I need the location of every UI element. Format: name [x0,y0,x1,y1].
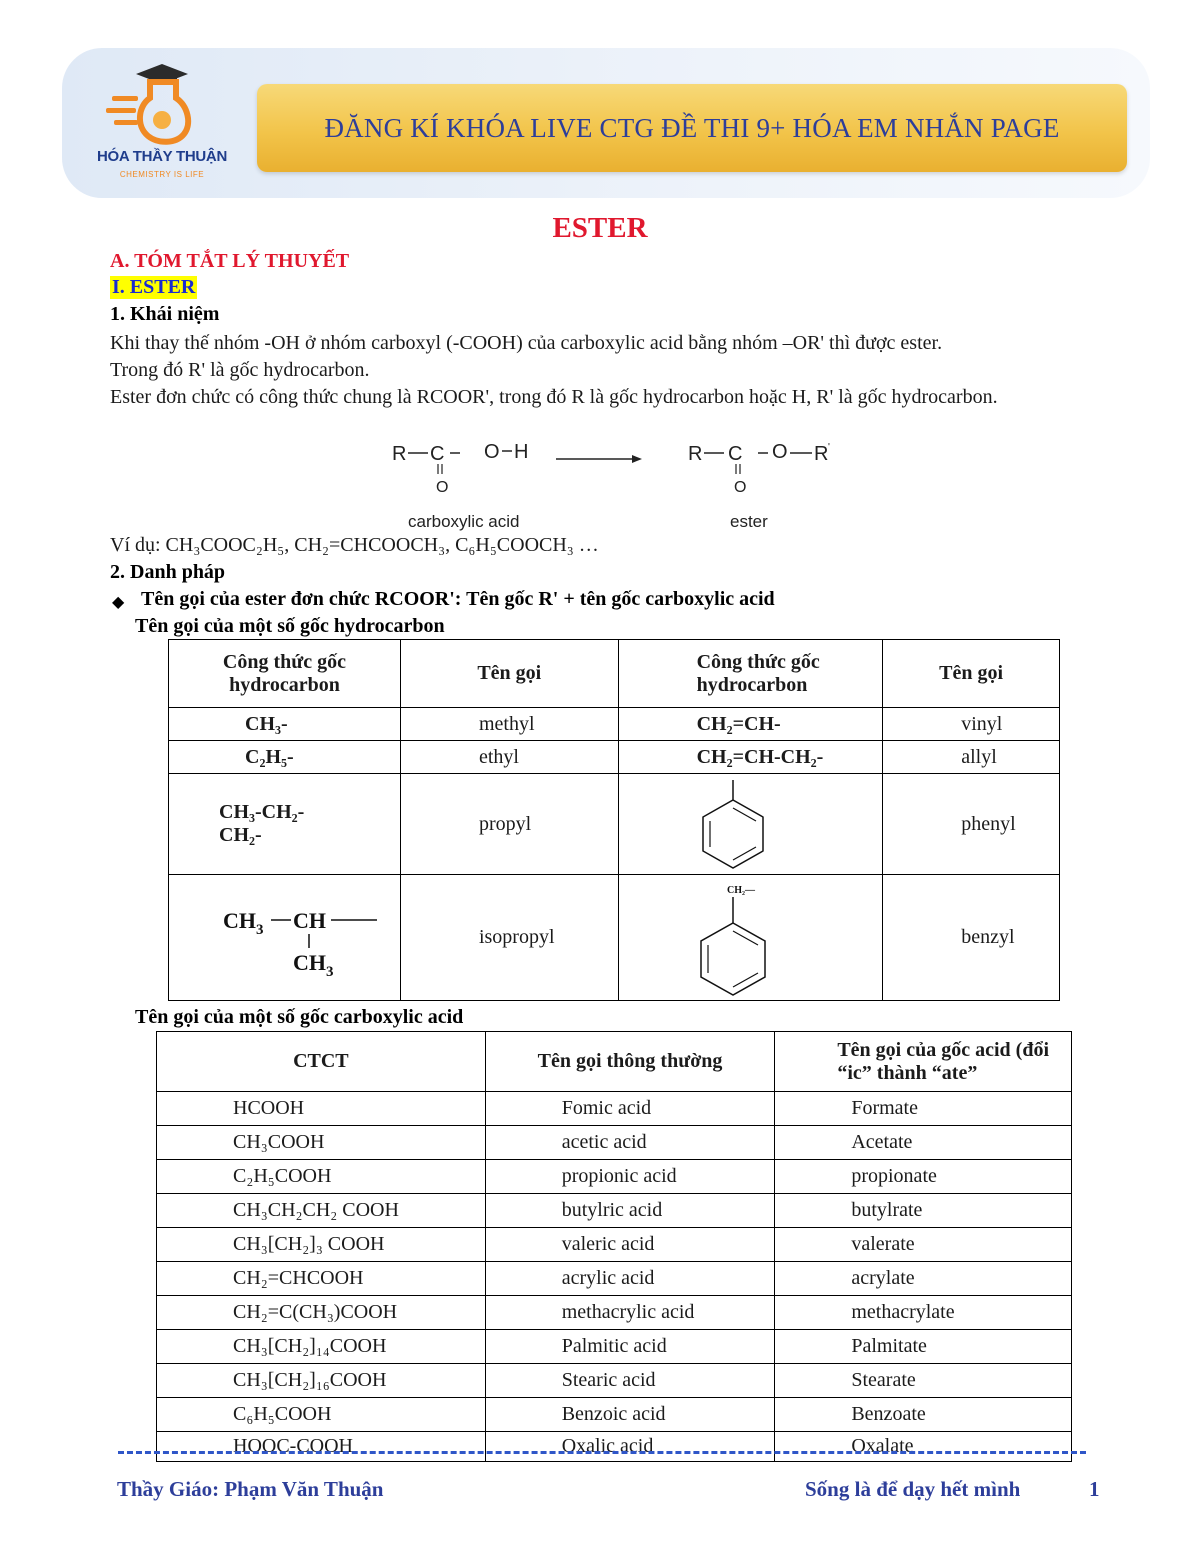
table-cell: C₆H₅COOH [157,1398,486,1432]
table-cell: CH₃[CH₂]₁₄COOH [157,1330,486,1364]
table-cell: acetic acid [485,1126,775,1160]
benzyl-ch2-label: CH₂— [726,884,755,896]
banner-cta-text: ĐĂNG KÍ KHÓA LIVE CTG ĐỀ THI 9+ HÓA EM NHẮN PAGE [324,112,1060,143]
table-row [157,1364,1072,1398]
logo [92,56,232,188]
svg-text:R: R [814,443,829,465]
footer-divider [118,1451,1086,1454]
table-cell [169,875,401,1001]
table-cell: butylric acid [485,1194,775,1228]
table-row [157,1194,1072,1228]
khai-niem-p2: Trong đó R' là gốc hydrocarbon. [110,359,370,381]
svg-text:': ' [828,442,830,453]
table-cell: acrylic acid [485,1262,775,1296]
table-header: Tên gọi thông thường [485,1032,775,1092]
svg-text:R: R [688,443,703,465]
table-cell: isopropyl [400,875,618,1001]
table-cell: CH₃-CH₂-CH₂- [169,774,401,875]
svg-text:O: O [734,479,747,496]
table-cell: C₂H₅- [169,741,401,774]
svg-text:O: O [772,441,788,463]
header-banner [62,48,1150,198]
logo-subtitle: CHEMISTRY IS LIFE [119,170,205,179]
khai-niem-p3: Ester đơn chức có công thức chung là RCOOR', trong đó R là gốc hydrocarbon hoặc H, R' là gốc hydrocarbon. [110,386,998,408]
table-cell: propionate [775,1160,1072,1194]
table-cell: C₂H₅COOH [157,1160,486,1194]
svg-text:O: O [436,479,449,496]
table-cell: benzyl [883,875,1060,1001]
page-title: ESTER [552,212,648,244]
table-cell: allyl [883,741,1060,774]
table-cell: methacrylate [775,1296,1072,1330]
table-cell: Stearate [775,1364,1072,1398]
benzyl-structure [693,879,783,997]
table-cell: CH₃- [169,708,401,741]
table-cell [618,875,883,1001]
table-row [169,774,1060,875]
table-row [157,1330,1072,1364]
svg-text:CH3: $CH_3$ [293,949,334,978]
table-row [157,1398,1072,1432]
table-header: Tên gọi của gốc acid (đổi “ic” thành “ate” [775,1032,1072,1092]
table-header: Công thức gốc hydrocarbon [169,640,401,708]
table1-caption: Tên gọi của một số gốc hydrocarbon [135,615,445,637]
table-row [157,1228,1072,1262]
table-cell: valerate [775,1228,1072,1262]
table-cell: CH₂=C(CH₃)COOH [157,1296,486,1330]
danh-phap-heading: 2. Danh pháp [110,561,226,583]
example-line: Ví dụ: CH₃COOC₂H₅, CH₂=CHCOOCH₃, C₆H₅COOCH₃ … [110,534,599,556]
table-row [169,708,1060,741]
table-cell: HOOC-COOH [157,1432,486,1462]
svg-text:CH3: $CH_3$ [223,907,264,938]
table-cell: CH₂=CH-CH₂- [618,741,883,774]
naming-rule: Tên gọi của ester đơn chức RCOOR': Tên gốc R' + tên gốc carboxylic acid [141,588,775,610]
table-cell: valeric acid [485,1228,775,1262]
hydrocarbon-radicals-table [168,639,1060,1001]
svg-text:O: O [484,441,500,463]
table-row [157,1092,1072,1126]
footer-teacher: Thầy Giáo: Phạm Văn Thuận [117,1477,384,1501]
table-cell: methacrylic acid [485,1296,775,1330]
table-row [169,741,1060,774]
ester-formation-diagram [380,432,860,532]
carboxylic-acid-table [156,1031,1072,1462]
table-header: Công thức gốc hydrocarbon [618,640,883,708]
table-cell: Formate [775,1092,1072,1126]
table-row [157,1262,1072,1296]
table-row [157,1296,1072,1330]
table-row [157,1032,1072,1092]
phenyl-structure [693,778,773,870]
table-cell [618,774,883,875]
table-cell: Palmitate [775,1330,1072,1364]
page-number: 1 [1089,1477,1100,1501]
table-cell: Stearic acid [485,1364,775,1398]
section-a-heading: A. TÓM TẮT LÝ THUYẾT [110,250,350,272]
table2-caption: Tên gọi của một số gốc carboxylic acid [135,1006,464,1028]
khai-niem-heading: 1. Khái niệm [110,303,220,325]
table-cell: CH₃CH₂CH₂ COOH [157,1194,486,1228]
table-cell: HCOOH [157,1092,486,1126]
table-cell: CH₃[CH₂]₁₆COOH [157,1364,486,1398]
table-row [157,1160,1072,1194]
isopropyl-structure [219,898,389,978]
table-cell: Benzoate [775,1398,1072,1432]
table-cell: phenyl [883,774,1060,875]
table-cell: Benzoic acid [485,1398,775,1432]
khai-niem-p1: Khi thay thế nhóm -OH ở nhóm carboxyl (-COOH) của carboxylic acid bằng nhóm –OR' thì được ester. [110,332,943,354]
table-cell: CH₃[CH₂]₃ COOH [157,1228,486,1262]
table-cell: vinyl [883,708,1060,741]
table-cell: Oxalate [775,1432,1072,1462]
table-row [169,640,1060,708]
svg-text:CH: CH [293,907,326,933]
table-cell: CH₂=CH- [618,708,883,741]
svg-text:C: C [430,443,445,465]
flask-graduation-cap-icon [92,56,232,148]
diamond-bullet-icon: ◆ [112,594,125,611]
section-1-heading: I. ESTER [112,276,196,298]
table-cell: Acetate [775,1126,1072,1160]
table-header: Tên gọi [400,640,618,708]
table-cell: methyl [400,708,618,741]
svg-text:H: H [514,441,529,463]
table-header: CTCT [157,1032,486,1092]
table-cell: Palmitic acid [485,1330,775,1364]
table-row [157,1126,1072,1160]
reaction-left-label: carboxylic acid [408,512,520,531]
table-cell: CH₂=CHCOOH [157,1262,486,1296]
table-cell: propionic acid [485,1160,775,1194]
table-cell: Fomic acid [485,1092,775,1126]
table-cell: Oxalic acid [485,1432,775,1462]
table-cell: ethyl [400,741,618,774]
table-cell: acrylate [775,1262,1072,1296]
svg-text:R: R [392,443,407,465]
banner-cta[interactable] [257,84,1127,172]
table-cell: butylrate [775,1194,1072,1228]
logo-title: HÓA THẦY THUẬN [97,148,227,165]
table-cell: CH₃COOH [157,1126,486,1160]
table-row [169,875,1060,1001]
table-cell: propyl [400,774,618,875]
reaction-right-label: ester [730,512,768,531]
footer-slogan: Sống là để dạy hết mình [805,1477,1021,1501]
table-row [157,1432,1072,1462]
table-header: Tên gọi [883,640,1060,708]
svg-text:C: C [728,443,743,465]
